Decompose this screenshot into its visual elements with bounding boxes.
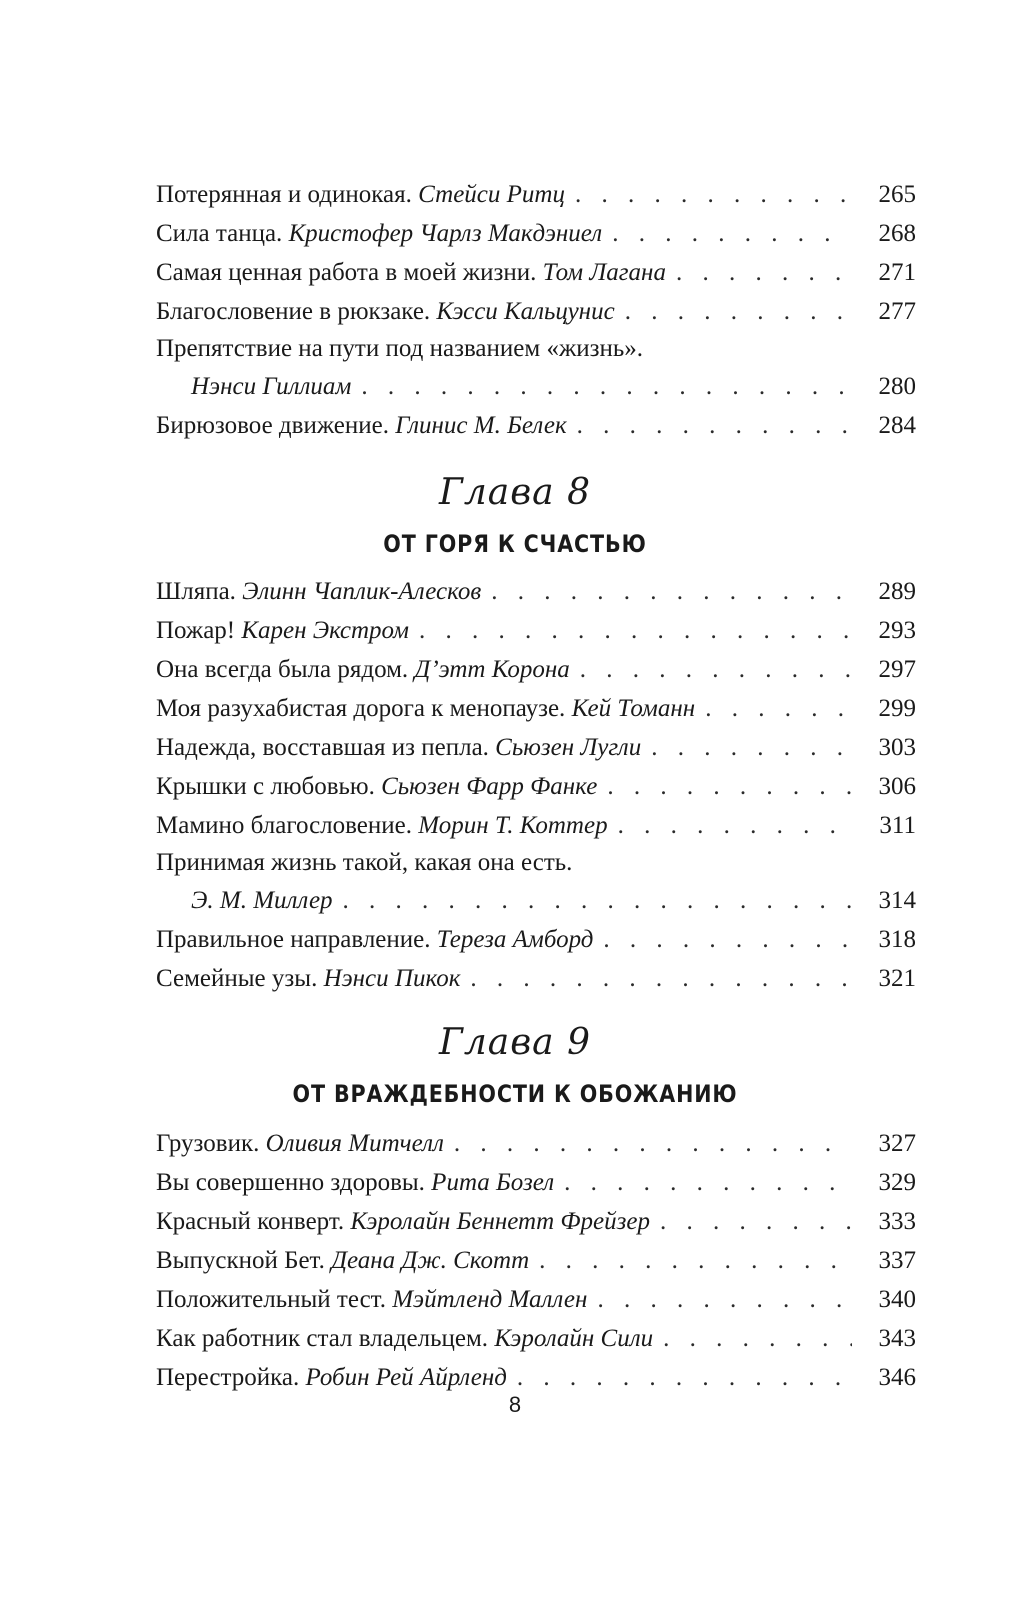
chapter-subtitle: ОТ ВРАЖДЕБНОСТИ К ОБОЖАНИЮ	[292, 1080, 738, 1108]
entry-page-number: 340	[878, 1286, 916, 1313]
entry-page-number: 311	[879, 812, 916, 839]
dot-leader	[676, 253, 852, 292]
dot-leader	[577, 406, 852, 445]
toc-entry	[156, 650, 916, 689]
entry-title: Сила танца.	[156, 220, 283, 247]
entry-page-number: 293	[878, 617, 916, 644]
chapter-heading: Глава 8	[439, 472, 591, 513]
toc-entry	[156, 728, 916, 767]
toc-section-previous	[156, 175, 916, 445]
entry-page-number: 297	[878, 656, 916, 683]
dot-leader	[705, 689, 852, 728]
entry-author: Глинис М. Белек	[395, 412, 567, 439]
toc-entry	[156, 253, 916, 292]
dot-leader	[651, 728, 852, 767]
entry-page-number: 265	[878, 181, 916, 208]
dot-leader	[419, 611, 852, 650]
entry-author: Оливия Митчелл	[265, 1130, 444, 1157]
entry-title: Моя разухабистая дорога к менопаузе.	[156, 695, 566, 722]
page-number-footer: 8	[508, 1392, 522, 1417]
chapter-heading: Глава 9	[439, 1022, 591, 1063]
entry-author: Сьюзен Лугли	[495, 734, 642, 761]
toc-entry	[156, 1319, 916, 1358]
entry-title: Перестройка.	[156, 1364, 300, 1391]
dot-leader	[491, 572, 852, 611]
entry-author: Морин Т. Коттер	[418, 812, 608, 839]
entry-page-number: 337	[878, 1247, 916, 1274]
entry-page-number: 318	[878, 926, 916, 953]
entry-author: Том Лагана	[542, 259, 666, 286]
toc-entry	[156, 292, 916, 331]
toc-entry	[156, 845, 916, 920]
entry-author: Д’этт Корона	[414, 656, 570, 683]
entry-author: Кэролайн Сили	[494, 1325, 654, 1352]
entry-title: Потерянная и одинокая.	[156, 181, 412, 208]
entry-title: Шляпа.	[156, 578, 236, 605]
toc-entry	[156, 611, 916, 650]
toc-entry	[156, 406, 916, 445]
entry-title: Надежда, восставшая из пепла.	[156, 734, 489, 761]
entry-title: Благословение в рюкзаке.	[156, 298, 431, 325]
entry-author: Робин Рей Айрленд	[305, 1364, 507, 1391]
entry-title: Как работник стал владельцем.	[156, 1325, 489, 1352]
entry-author: Рита Бозел	[431, 1169, 555, 1196]
entry-page-number: 271	[878, 259, 916, 286]
entry-title: Пожар!	[156, 617, 236, 644]
entry-page-number: 299	[878, 695, 916, 722]
entry-page-number: 303	[878, 734, 916, 761]
dot-leader	[361, 367, 852, 406]
dot-leader	[470, 959, 852, 998]
entry-author: Нэнси Пикок	[323, 965, 461, 992]
toc-entry	[156, 1124, 916, 1163]
entry-page-number: 314	[878, 887, 916, 914]
dot-leader	[603, 920, 852, 959]
dot-leader	[454, 1124, 852, 1163]
entry-author: Кэролайн Беннетт Фрейзер	[350, 1208, 650, 1235]
entry-page-number: 321	[878, 965, 916, 992]
dot-leader	[618, 806, 852, 845]
entry-page-number: 284	[878, 412, 916, 439]
entry-page-number: 277	[878, 298, 916, 325]
entry-author: Тереза Амборд	[436, 926, 594, 953]
entry-author: Элинн Чаплик-Алесков	[242, 578, 482, 605]
chapter-subtitle: ОТ ГОРЯ К СЧАСТЬЮ	[383, 530, 647, 558]
entry-title: Крышки с любовью.	[156, 773, 375, 800]
entry-title: Красный конверт.	[156, 1208, 345, 1235]
entry-author: Нэнси Гиллиам	[191, 373, 352, 400]
entry-page-number: 329	[878, 1169, 916, 1196]
dot-leader	[343, 881, 852, 920]
dot-leader	[539, 1241, 852, 1280]
entry-author: Э. М. Миллер	[191, 887, 333, 914]
entry-author: Кристофер Чарлз Макдэниел	[288, 220, 603, 247]
toc-entry	[156, 1280, 916, 1319]
entry-author: Мэйтленд Маллен	[392, 1286, 588, 1313]
toc-entry	[156, 806, 916, 845]
entry-author: Стейси Ритц	[418, 181, 565, 208]
entry-author: Сьюзен Фарр Фанке	[381, 773, 598, 800]
toc-entry	[156, 959, 916, 998]
dot-leader	[607, 767, 852, 806]
entry-page-number: 343	[878, 1325, 916, 1352]
entry-page-number: 346	[878, 1364, 916, 1391]
entry-title: Грузовик.	[156, 1130, 260, 1157]
entry-author: Деана Дж. Скотт	[331, 1247, 530, 1274]
dot-leader	[580, 650, 852, 689]
entry-page-number: 289	[878, 578, 916, 605]
entry-title: Бирюзовое движение.	[156, 412, 389, 439]
toc-entry	[156, 331, 916, 406]
toc-entry	[156, 767, 916, 806]
dot-leader	[625, 292, 852, 331]
toc-entry	[156, 1163, 916, 1202]
entry-author: Кэсси Кальцунис	[436, 298, 615, 325]
entry-page-number: 280	[878, 373, 916, 400]
toc-section-chapter-9	[156, 1124, 916, 1397]
entry-title: Вы совершенно здоровы.	[156, 1169, 425, 1196]
entry-title: Положительный тест.	[156, 1286, 386, 1313]
entry-title: Мамино благословение.	[156, 812, 413, 839]
toc-entry	[156, 689, 916, 728]
toc-section-chapter-8	[156, 572, 916, 998]
entry-author: Кей Томанн	[571, 695, 696, 722]
toc-entry	[156, 1241, 916, 1280]
dot-leader	[575, 175, 852, 214]
entry-title: Семейные узы.	[156, 965, 318, 992]
toc-entry	[156, 572, 916, 611]
entry-title: Самая ценная работа в моей жизни.	[156, 259, 537, 286]
entry-page-number: 306	[878, 773, 916, 800]
toc-entry	[156, 1202, 916, 1241]
entry-title: Правильное направление.	[156, 926, 431, 953]
entry-title: Выпускной Бет.	[156, 1247, 325, 1274]
dot-leader	[663, 1319, 852, 1358]
dot-leader	[597, 1280, 852, 1319]
entry-title: Она всегда была рядом.	[156, 656, 409, 683]
dot-leader	[660, 1202, 852, 1241]
entry-title: Принимая жизнь такой, какая она есть.	[156, 849, 573, 876]
toc-entry	[156, 214, 916, 253]
entry-page-number: 333	[878, 1208, 916, 1235]
entry-page-number: 327	[878, 1130, 916, 1157]
dot-leader	[564, 1163, 852, 1202]
toc-entry	[156, 175, 916, 214]
toc-entry	[156, 920, 916, 959]
entry-page-number: 268	[878, 220, 916, 247]
entry-title: Препятствие на пути под названием «жизнь».	[156, 335, 643, 362]
entry-author: Карен Экстром	[241, 617, 410, 644]
dot-leader	[612, 214, 852, 253]
